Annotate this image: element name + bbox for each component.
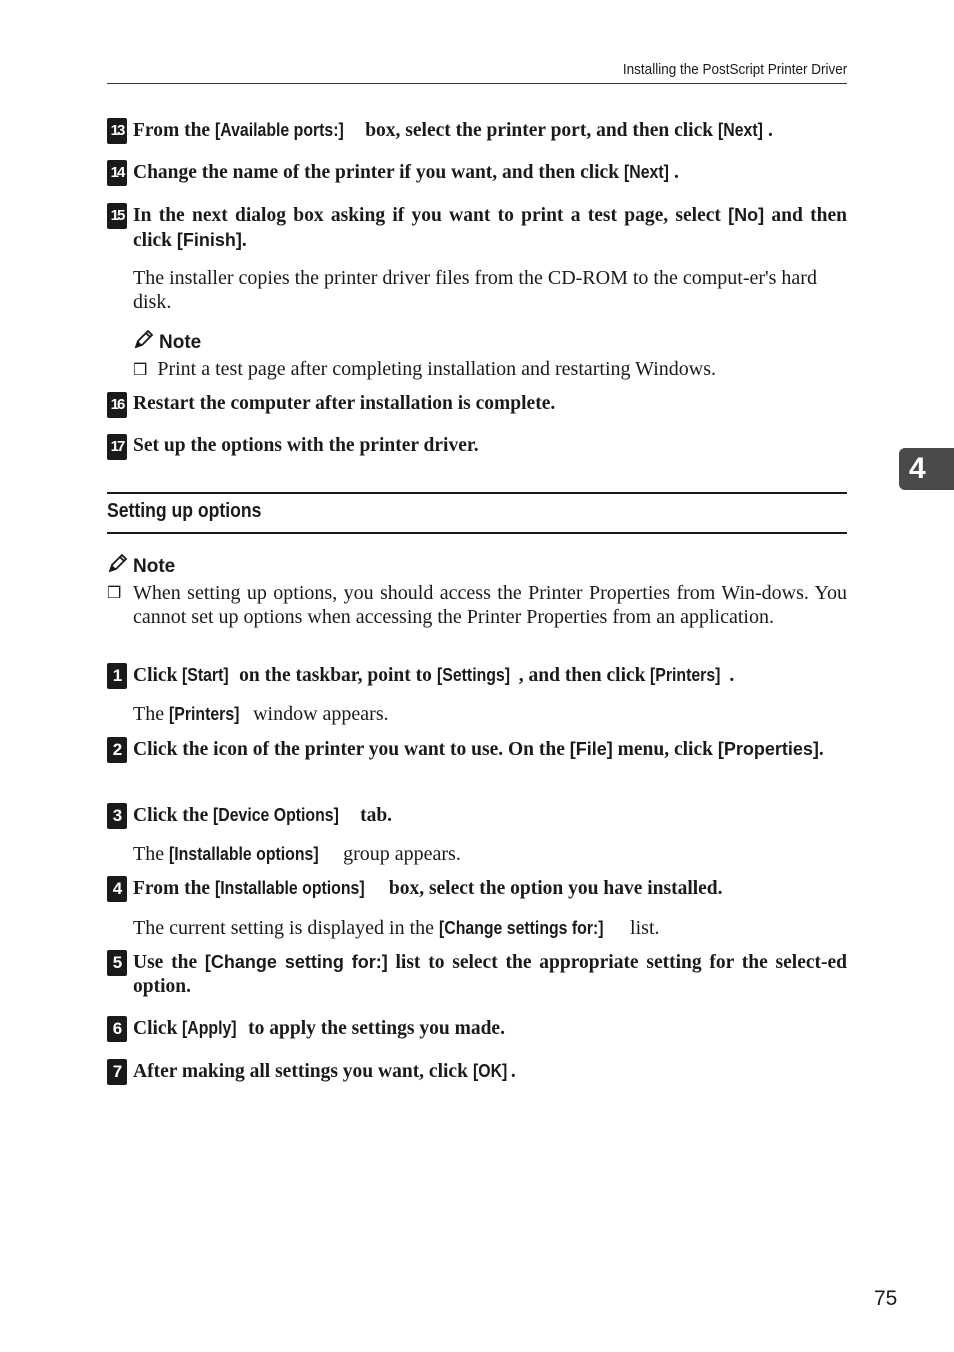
note-heading: Note: [107, 554, 175, 578]
section-rule-bottom: [107, 532, 847, 534]
step-number: 4: [107, 876, 127, 902]
step-14: [107, 160, 847, 185]
step-text: Click [Apply] to apply the settings you made.: [133, 1018, 505, 1039]
step-number: 6: [107, 1016, 127, 1042]
header-rule: [107, 83, 847, 84]
step-text: Click the icon of the printer you want to use. On the [File] menu, click [Properties].: [133, 739, 824, 760]
step-7: [107, 1059, 847, 1084]
step-4: [107, 876, 847, 901]
step-16: [107, 392, 847, 416]
step-15-description: The installer copies the printer driver files from the CD-ROM to the comput-er's hard disk.: [133, 267, 817, 313]
note-item: ❒ When setting up options, you should access the Printer Properties from Win-dows. You cannot set up options when accessing the Printer Properties from an application.: [107, 582, 847, 628]
pencil-note-icon: [107, 554, 129, 574]
step-text: Set up the options with the printer driver.: [133, 435, 479, 456]
step-2: [107, 737, 847, 762]
step-text: Change the name of the printer if you want, and then click [Next] .: [133, 162, 679, 183]
note-heading: Note: [133, 330, 201, 354]
step-number: 14: [107, 160, 127, 186]
step-number: 5: [107, 950, 127, 976]
step-text: After making all settings you want, click [OK] .: [133, 1061, 516, 1082]
running-header: Installing the PostScript Printer Driver: [622, 61, 847, 78]
step-3-description: The [Installable options] group appears.: [133, 843, 461, 865]
section-title: Setting up options: [107, 500, 262, 522]
pencil-note-icon: [133, 330, 155, 350]
step-text: From the [Available ports:] box, select the printer port, and then click [Next] .: [133, 120, 773, 141]
checkbox-bullet-icon: ❒: [107, 583, 122, 602]
step-number: 15: [107, 203, 127, 229]
step-4-description: The current setting is displayed in the [Change settings for:] list.: [133, 917, 660, 939]
step-text: From the [Installable options] box, select the option you have installed.: [133, 878, 723, 899]
step-13: [107, 118, 847, 143]
step-number: 2: [107, 737, 127, 763]
step-text: Use the [Change setting for:] list to select the appropriate setting for the select-ed option.: [133, 952, 847, 997]
page-number: 75: [874, 1287, 898, 1310]
step-text: Click [Start] on the taskbar, point to [Settings] , and then click [Printers] .: [133, 665, 735, 686]
step-text: Restart the computer after installation is complete.: [133, 393, 556, 414]
step-number: 1: [107, 663, 127, 689]
step-15: [107, 203, 847, 253]
step-1: [107, 663, 847, 688]
note-item: ❒ Print a test page after completing installation and restarting Windows.: [133, 358, 717, 380]
step-number: 17: [107, 434, 127, 460]
step-number: 16: [107, 392, 127, 418]
step-number: 7: [107, 1059, 127, 1085]
step-text: In the next dialog box asking if you want to print a test page, select [No] and then click [Finish].: [133, 205, 847, 251]
step-5: [107, 950, 847, 999]
step-3: [107, 803, 847, 828]
step-text: Click the [Device Options] tab.: [133, 805, 393, 826]
step-6: [107, 1016, 847, 1041]
section-rule-top: [107, 492, 847, 494]
chapter-tab: 4: [899, 448, 954, 490]
step-number: 13: [107, 118, 127, 144]
step-number: 3: [107, 803, 127, 829]
step-17: [107, 434, 847, 458]
checkbox-bullet-icon: ❒: [133, 360, 148, 379]
step-1-description: The [Printers] window appears.: [133, 703, 389, 725]
